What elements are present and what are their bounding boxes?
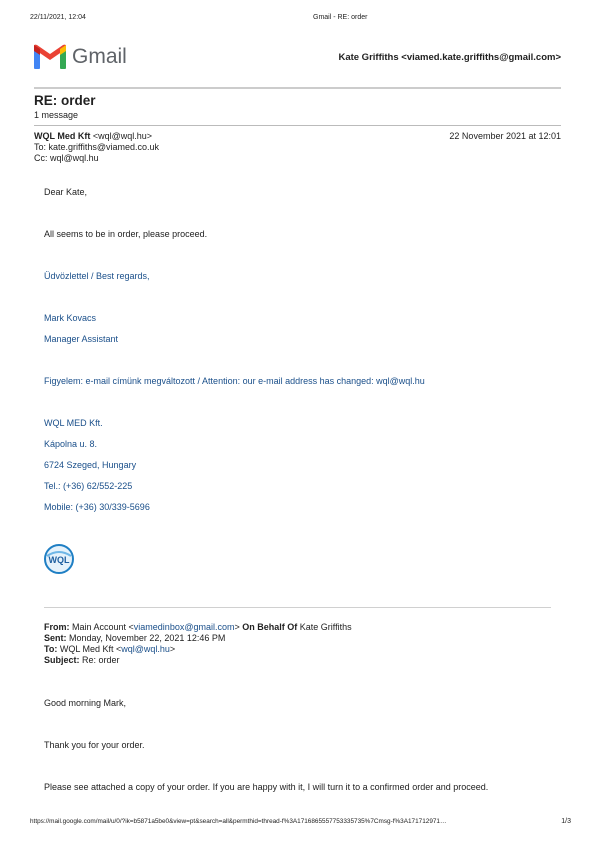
quoted-line-2: Please see attached a copy of your order. If you are happy with it, I will turn it to a confirmed order and proceed. <box>44 782 489 792</box>
signature-name: Mark Kovacs <box>44 313 97 323</box>
quoted-greeting: Good morning Mark, <box>44 698 127 708</box>
sender-email: <wql@wql.hu> <box>92 131 153 141</box>
behalf-label: On Behalf Of <box>242 622 298 632</box>
quoted-to-name: WQL Med Kft < <box>57 644 122 654</box>
message-to: To: kate.griffiths@viamed.co.uk <box>34 142 160 152</box>
message-date: 22 November 2021 at 12:01 <box>449 131 561 141</box>
quoted-to-email-link[interactable]: wql@wql.hu <box>121 644 170 654</box>
quoted-from <box>44 622 352 632</box>
greeting: Dear Kate, <box>44 187 88 197</box>
notice-email-link[interactable]: wql@wql.hu <box>376 376 425 386</box>
sender-name: WQL Med Kft <box>34 131 91 141</box>
quoted-line-1: Thank you for your order. <box>44 740 145 750</box>
quoted-from-email-link[interactable]: viamedinbox@gmail.com <box>133 622 235 632</box>
gmail-logo-text: Gmail <box>72 45 127 68</box>
regards: Üdvözlettel / Best regards, <box>44 271 150 281</box>
gmail-logo-icon[interactable] <box>34 44 66 69</box>
quote-divider <box>44 607 551 608</box>
quoted-from-mid: > <box>234 622 243 632</box>
quoted-subject-label: Subject: <box>44 655 80 665</box>
quoted-subject <box>44 655 120 665</box>
quoted-from-label: From: <box>44 622 70 632</box>
message-from <box>34 131 152 141</box>
account-name: Kate Griffiths <viamed.kate.griffiths@gmail.com> <box>338 52 561 63</box>
message-cc: Cc: wql@wql.hu <box>34 153 99 163</box>
signature-title: Manager Assistant <box>44 334 119 344</box>
quoted-sent-label: Sent: <box>44 633 67 643</box>
behalf-name: Kate Griffiths <box>297 622 352 632</box>
quoted-to <box>44 644 175 654</box>
body-line-1: All seems to be in order, please proceed. <box>44 229 208 239</box>
company-name: WQL MED Kft. <box>44 418 103 428</box>
quoted-from-name: Main Account < <box>69 622 134 632</box>
wql-logo-icon <box>44 544 74 574</box>
quoted-sent <box>44 633 225 643</box>
message-count: 1 message <box>34 110 79 120</box>
print-title: Gmail - RE: order <box>313 14 368 21</box>
company-city: 6724 Szeged, Hungary <box>44 460 137 470</box>
quoted-to-label: To: <box>44 644 58 654</box>
quoted-subject-value: Re: order <box>79 655 120 665</box>
thread-divider <box>34 125 561 126</box>
company-street: Kápolna u. 8. <box>44 439 98 449</box>
print-datetime: 22/11/2021, 12:04 <box>30 14 86 21</box>
wql-logo-text: WQL <box>48 555 70 565</box>
company-tel: Tel.: (+36) 62/552-225 <box>44 481 133 491</box>
header-divider <box>34 87 561 89</box>
print-url: https://mail.google.com/mail/u/0/?ik=b5871a5be0&view=pt&search=all&permthid=thread-f%3A1716865557753335735%7Cmsg-f%3A171712971… <box>30 818 447 825</box>
company-mobile: Mobile: (+36) 30/339-5696 <box>44 502 150 512</box>
thread-subject: RE: order <box>34 93 96 108</box>
quoted-to-end: > <box>169 644 176 654</box>
notice-text: Figyelem: e-mail címünk megváltozott / Attention: our e-mail address has changed: <box>44 376 377 386</box>
page-number: 1/3 <box>561 818 571 825</box>
quoted-sent-value: Monday, November 22, 2021 12:46 PM <box>66 633 226 643</box>
address-change-notice <box>44 376 425 386</box>
